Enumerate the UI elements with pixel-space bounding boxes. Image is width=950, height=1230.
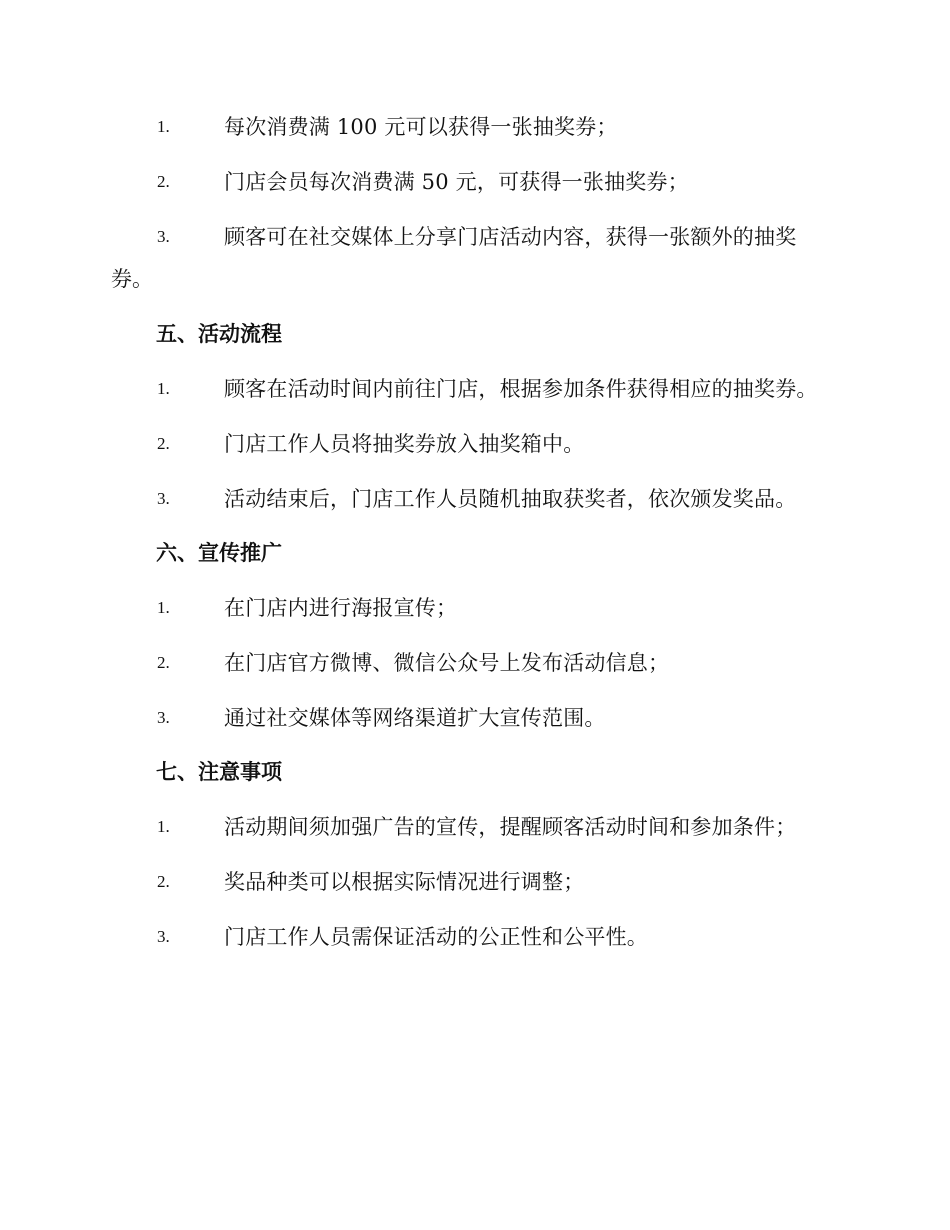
list-text: 活动结束后，门店工作人员随机抽取获奖者，依次颁发奖品。 — [224, 487, 797, 511]
list-number: 3. — [157, 489, 170, 508]
list-item — [0, 588, 950, 628]
list-item — [0, 162, 950, 202]
list-number: 1. — [157, 379, 170, 398]
list-item — [0, 369, 950, 409]
section-heading-notes: 七、注意事项 — [156, 759, 282, 784]
list-number: 1. — [157, 117, 170, 136]
list-text: 每次消费满 100 元可以获得一张抽奖券； — [224, 115, 618, 139]
list-number: 3. — [157, 227, 170, 246]
list-number: 3. — [157, 927, 170, 946]
list-number: 2. — [157, 434, 170, 453]
list-item-continuation — [0, 259, 950, 299]
list-text: 顾客可在社交媒体上分享门店活动内容，获得一张额外的抽奖 — [224, 225, 797, 249]
list-item — [0, 698, 950, 738]
list-text: 在门店官方微博、微信公众号上发布活动信息； — [224, 651, 670, 675]
list-text: 顾客在活动时间内前往门店，根据参加条件获得相应的抽奖券。 — [224, 377, 818, 401]
list-text: 在门店内进行海报宣传； — [224, 596, 458, 620]
list-text: 门店工作人员需保证活动的公正性和公平性。 — [224, 925, 648, 949]
section-heading-promotion: 六、宣传推广 — [156, 540, 282, 565]
list-text: 门店工作人员将抽奖券放入抽奖箱中。 — [224, 432, 585, 456]
list-number: 2. — [157, 172, 170, 191]
list-text-continuation: 券。 — [111, 267, 153, 291]
list-text: 奖品种类可以根据实际情况进行调整； — [224, 870, 585, 894]
list-text: 活动期间须加强广告的宣传，提醒顾客活动时间和参加条件； — [224, 815, 797, 839]
section-heading-process: 五、活动流程 — [156, 321, 282, 346]
list-item — [0, 107, 950, 147]
list-item — [0, 479, 950, 519]
list-text: 门店会员每次消费满 50 元，可获得一张抽奖券； — [224, 170, 689, 194]
list-text: 通过社交媒体等网络渠道扩大宣传范围。 — [224, 706, 606, 730]
list-item — [0, 807, 950, 847]
list-number: 2. — [157, 872, 170, 891]
list-number: 2. — [157, 653, 170, 672]
list-number: 1. — [157, 598, 170, 617]
list-item — [0, 917, 950, 957]
list-item — [0, 424, 950, 464]
list-number: 3. — [157, 708, 170, 727]
list-number: 1. — [157, 817, 170, 836]
list-item — [0, 862, 950, 902]
list-item — [0, 643, 950, 683]
list-item — [0, 217, 950, 257]
